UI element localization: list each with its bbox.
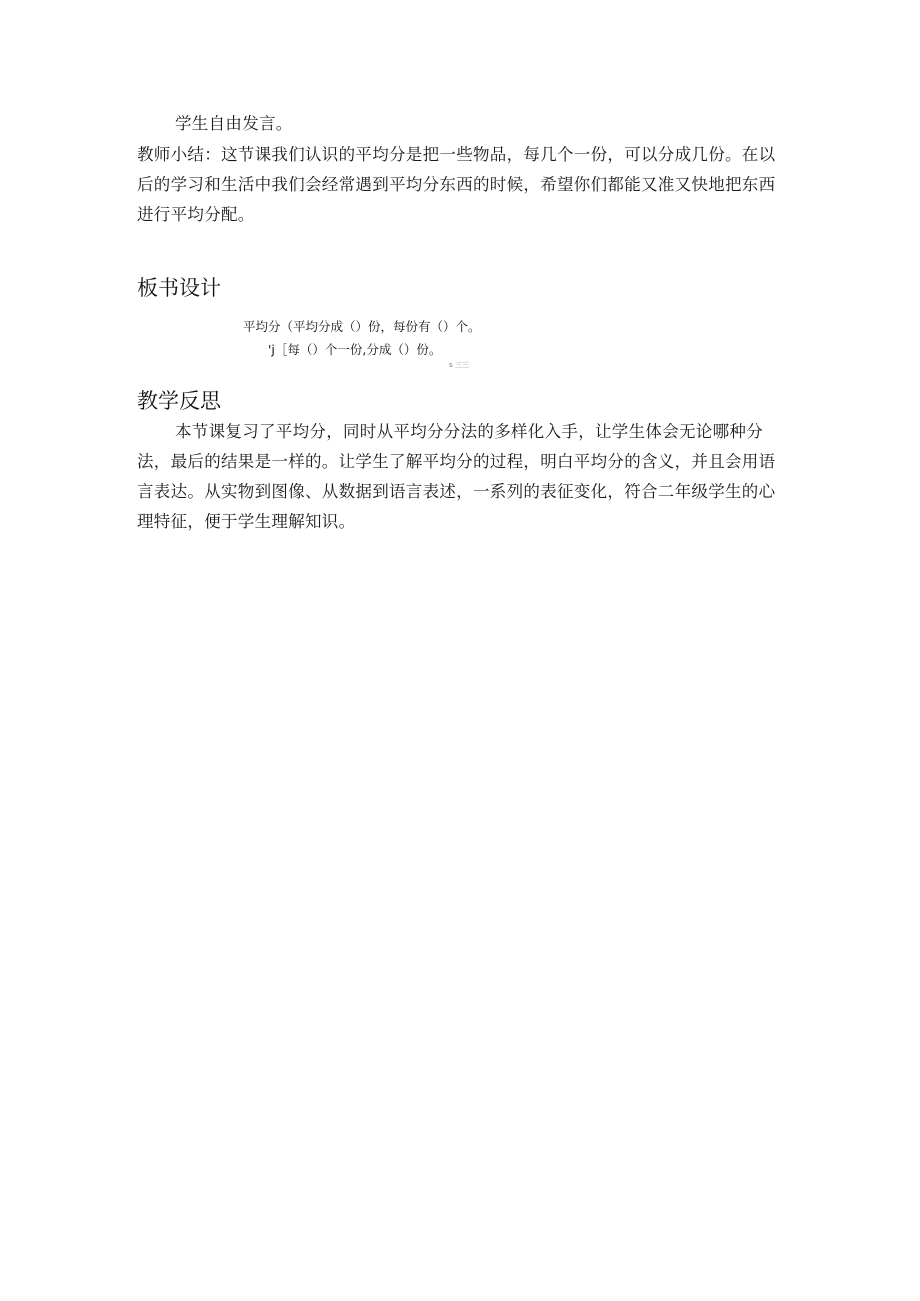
teacher-summary-paragraph: 教师小结：这节课我们认识的平均分是把一些物品，每几个一份，可以分成几份。在以后的学习和生活中我们会经常遇到平均分东西的时候，希望你们都能又准又快地把东西进行平均分配。 (137, 145, 776, 224)
reflection-paragraph: 本节课复习了平均分，同时从平均分分法的多样化入手，让学生体会无论哪种分法，最后的结果是一样的。让学生了解平均分的过程，明白平均分的含义，并且会用语言表达。从实物到图像、从数据到语言表述，一系列的表征变化，符合二年级学生的心理特征，便于学生理解知识。 (137, 422, 776, 531)
board-small-mark: s 三三 (449, 361, 469, 369)
board-line-1: 平均分（平均分成（）份，每份有（）个。 (243, 319, 481, 334)
teaching-reflection-heading: 教学反思 (137, 389, 221, 413)
student-speech-paragraph: 学生自由发言。 (175, 114, 293, 133)
board-design-heading: 板书设计 (137, 276, 221, 300)
board-line-2: 'j［每（）个一份,分成（）份。 (268, 342, 442, 357)
